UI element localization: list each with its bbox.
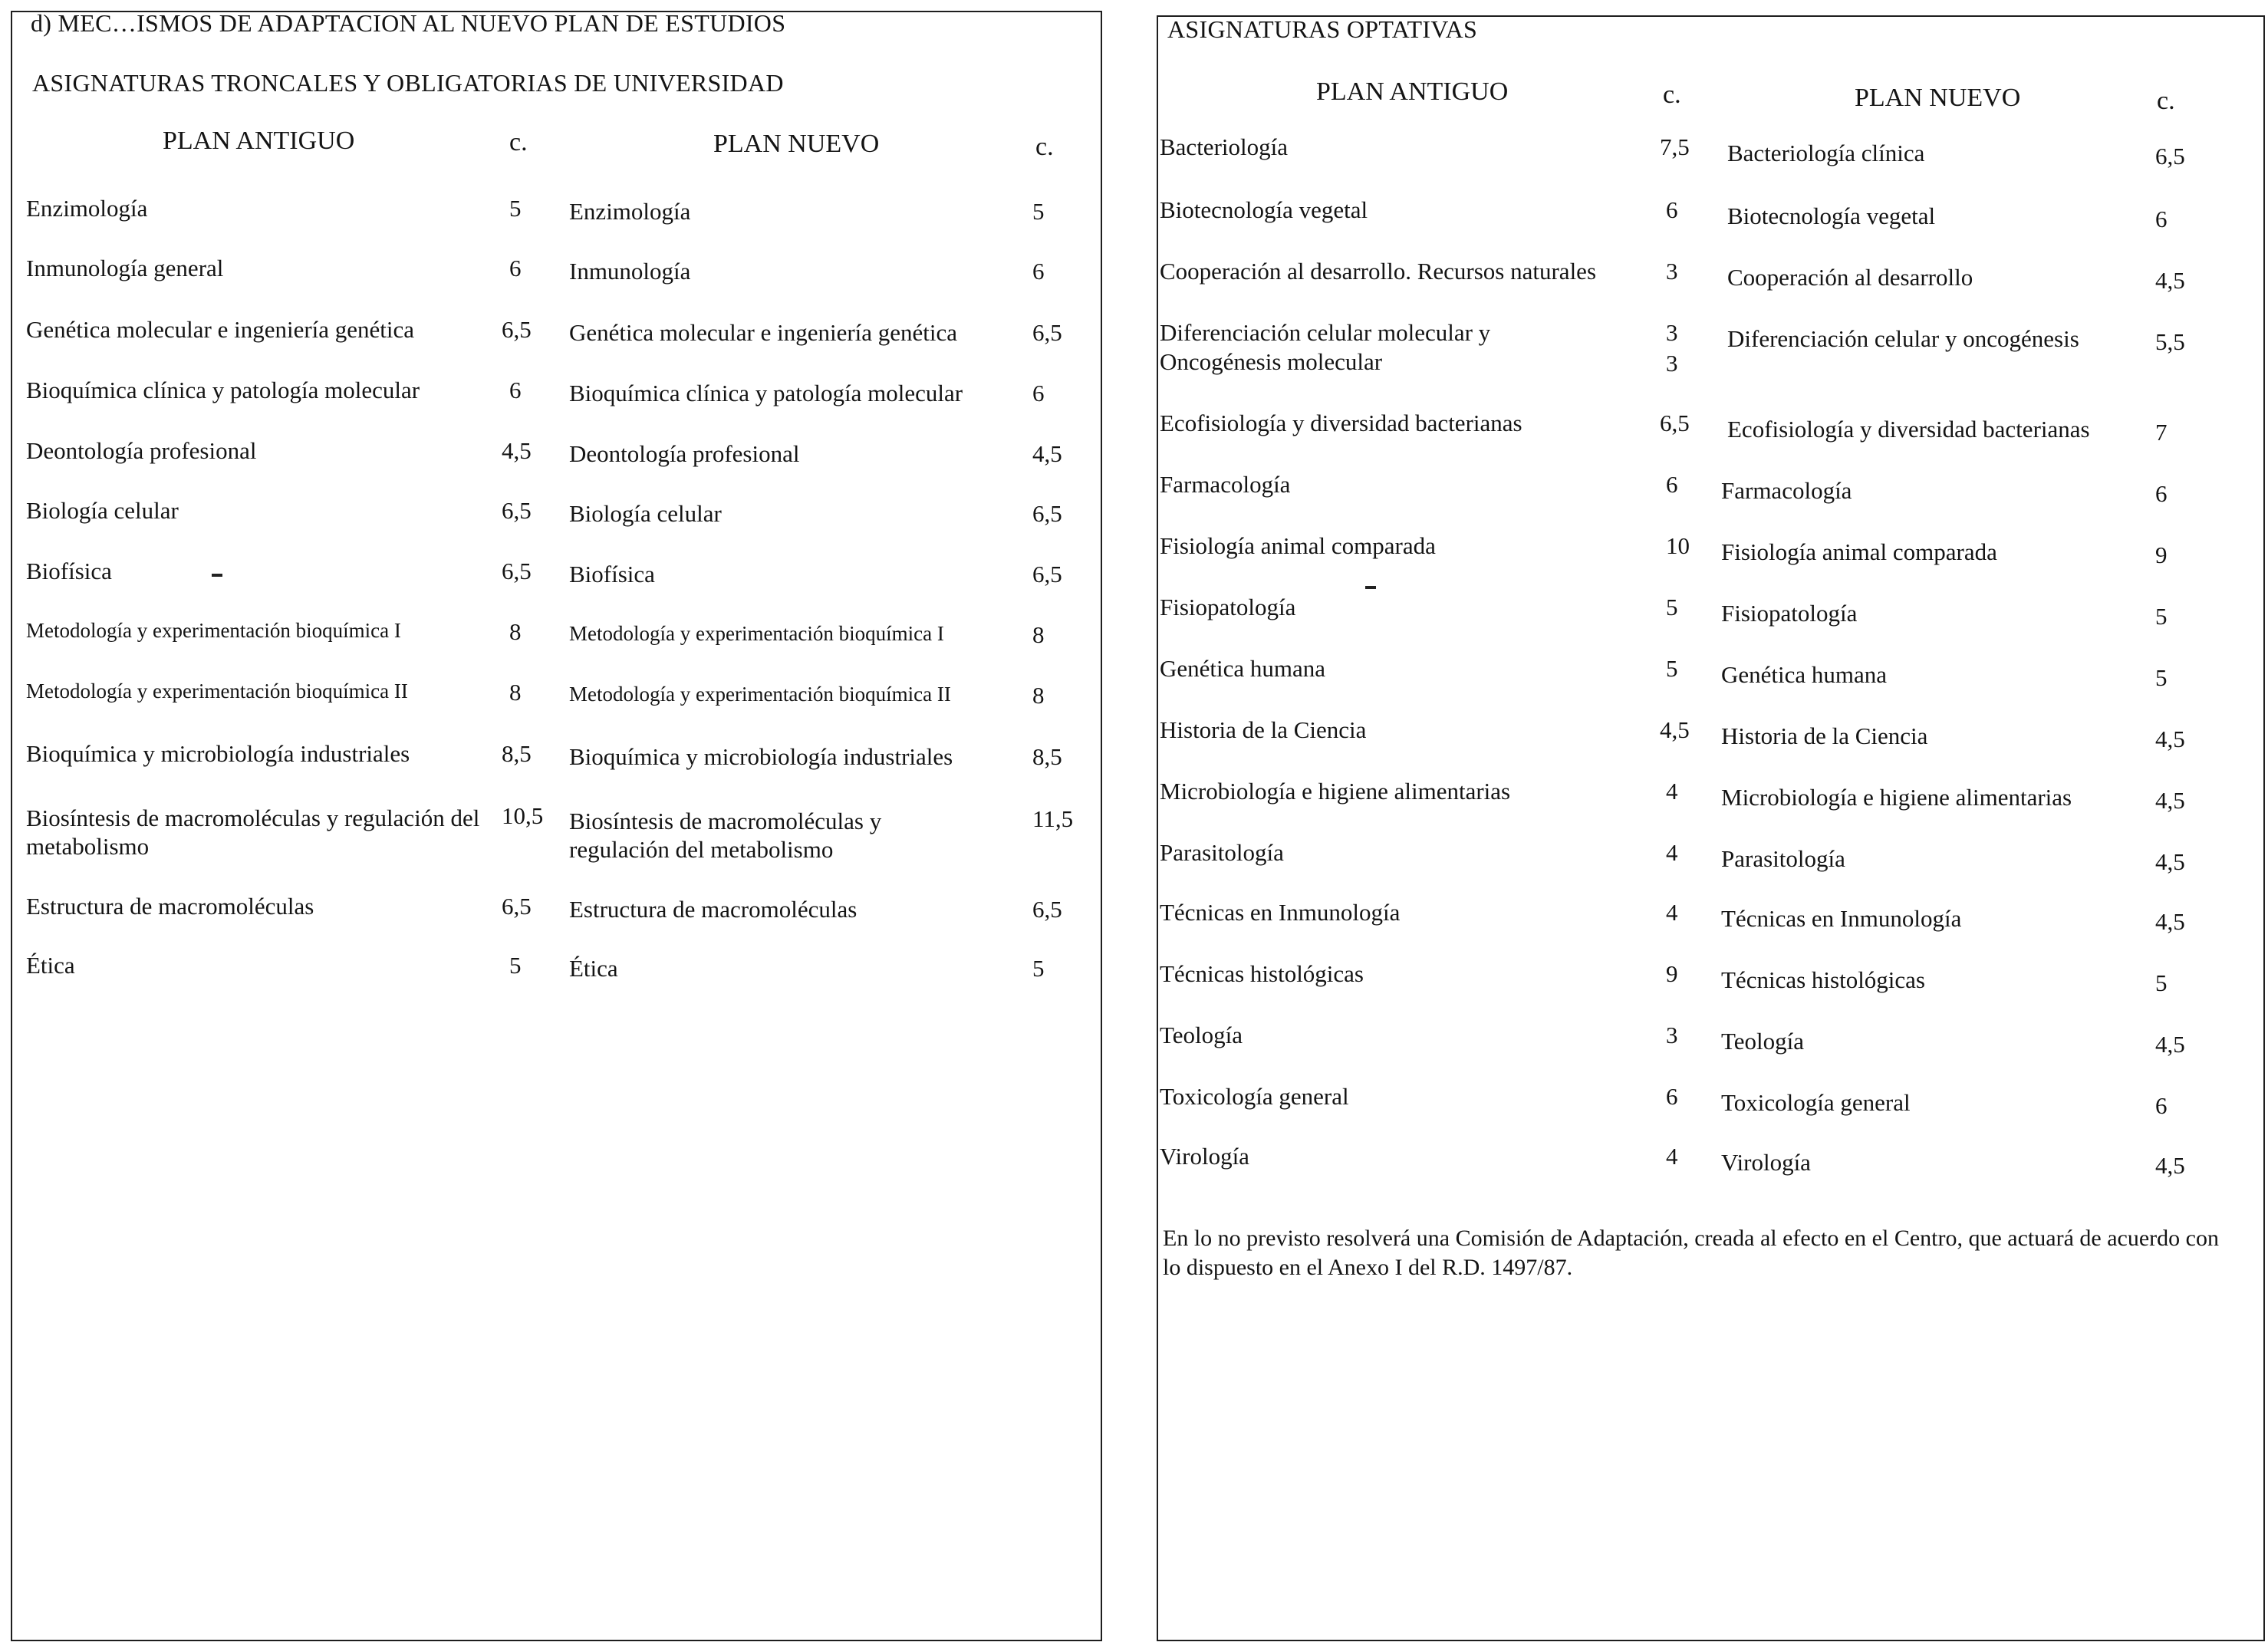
column-header-credits-new: c. — [1035, 133, 1054, 161]
old-plan-subject: Historia de la Ciencia — [1160, 716, 1367, 743]
old-plan-subject: Bioquímica y microbiología industriales — [26, 740, 410, 767]
old-plan-credits: 10,5 — [502, 802, 544, 829]
new-plan-credits: 6,5 — [1032, 896, 1062, 923]
old-plan-subject: Técnicas en Inmunología — [1160, 899, 1401, 926]
old-plan-credits: 6,5 — [502, 497, 532, 524]
old-plan-subject: Fisiología animal comparada — [1160, 532, 1436, 559]
new-plan-subject: Historia de la Ciencia — [1721, 722, 1928, 749]
section-heading: d) MEC…ISMOS DE ADAPTACION AL NUEVO PLAN DE ESTUDIOS — [31, 9, 786, 37]
column-header-credits-old: c. — [1663, 81, 1681, 109]
new-plan-subject: Diferenciación celular y oncogénesis — [1727, 325, 2079, 352]
scan-speck — [212, 574, 222, 577]
new-plan-subject: Teología — [1721, 1028, 1805, 1055]
new-plan-credits: 6 — [1032, 380, 1045, 406]
new-plan-subject: Farmacología — [1721, 477, 1852, 504]
new-plan-credits: 5 — [2155, 664, 2168, 691]
new-plan-credits: 8,5 — [1032, 743, 1062, 770]
old-plan-credits: 7,5 — [1660, 133, 1690, 160]
old-plan-subject: Metodología y experimentación bioquímica I — [26, 619, 401, 642]
old-plan-credits: 5 — [509, 952, 522, 979]
old-plan-subject: Virología — [1160, 1143, 1249, 1170]
new-plan-credits: 6,5 — [2155, 143, 2185, 169]
new-plan-credits: 6 — [2155, 206, 2168, 232]
new-plan-credits: 5 — [1032, 198, 1045, 225]
old-plan-subject: Parasitología — [1160, 839, 1284, 866]
new-plan-subject: Cooperación al desarrollo — [1727, 264, 1973, 291]
new-plan-credits: 4,5 — [1032, 440, 1062, 467]
old-plan-credits: 6,5 — [502, 558, 532, 584]
old-plan-subject: Técnicas histológicas — [1160, 960, 1364, 987]
new-plan-credits: 4,5 — [2155, 787, 2185, 814]
old-plan-credits: 3 — [1666, 258, 1678, 285]
column-header-old-plan: PLAN ANTIGUO — [163, 127, 355, 155]
new-plan-credits: 5 — [2155, 603, 2168, 630]
old-plan-subject: Metodología y experimentación bioquímica II — [26, 680, 408, 703]
new-plan-subject: Inmunología — [569, 258, 691, 285]
old-plan-subject: Inmunología general — [26, 255, 224, 281]
new-plan-credits: 8 — [1032, 621, 1045, 648]
old-plan-subject: Oncogénesis molecular — [1160, 348, 1383, 375]
old-plan-subject: Biofísica — [26, 558, 112, 584]
new-plan-subject: Bioquímica y microbiología industriales — [569, 743, 953, 770]
new-plan-subject: Toxicología general — [1721, 1089, 1911, 1116]
subsection-title: ASIGNATURAS TRONCALES Y OBLIGATORIAS DE UNIVERSIDAD — [32, 69, 784, 97]
old-plan-subject: Biosíntesis de macromoléculas y regulación del metabolismo — [26, 805, 480, 861]
new-plan-subject: Ecofisiología y diversidad bacterianas — [1727, 416, 2090, 443]
old-plan-credits: 4,5 — [1660, 716, 1690, 743]
old-plan-credits: 3 — [1666, 319, 1678, 346]
new-plan-credits: 6 — [1032, 258, 1045, 285]
column-header-old-plan: PLAN ANTIGUO — [1316, 77, 1509, 106]
old-plan-credits: 6 — [509, 255, 522, 281]
old-plan-credits: 4 — [1666, 899, 1678, 926]
old-plan-subject: Genética molecular e ingeniería genética — [26, 316, 415, 343]
new-plan-credits: 6 — [2155, 1092, 2168, 1119]
new-plan-subject: Biología celular — [569, 500, 722, 527]
column-header-credits-new: c. — [2157, 87, 2175, 115]
old-plan-credits: 8 — [509, 679, 522, 706]
new-plan-credits: 5 — [2155, 969, 2168, 996]
old-plan-subject: Deontología profesional — [26, 437, 257, 464]
left-page-panel — [11, 11, 1102, 1641]
old-plan-subject: Teología — [1160, 1022, 1243, 1048]
old-plan-credits: 3 — [1666, 1022, 1678, 1048]
old-plan-credits: 10 — [1666, 532, 1690, 559]
old-plan-subject: Toxicología general — [1160, 1083, 1349, 1110]
subsection-title: ASIGNATURAS OPTATIVAS — [1167, 15, 1478, 43]
new-plan-credits: 6,5 — [1032, 561, 1062, 587]
new-plan-credits: 4,5 — [2155, 1152, 2185, 1179]
new-plan-credits: 11,5 — [1032, 805, 1074, 832]
old-plan-credits: 8 — [509, 618, 522, 645]
old-plan-credits: 6 — [509, 377, 522, 403]
old-plan-credits: 4,5 — [502, 437, 532, 464]
new-plan-subject: Técnicas histológicas — [1721, 966, 1925, 993]
new-plan-credits: 4,5 — [2155, 908, 2185, 935]
new-plan-subject: Ética — [569, 955, 618, 982]
adaptation-note: En lo no previsto resolverá una Comisión de Adaptación, creada al efecto en el Centro, que actuará de acuerdo con lo dispuesto en el Anexo I del R.D. 1497/87. — [1163, 1226, 2219, 1280]
new-plan-credits: 4,5 — [2155, 1031, 2185, 1058]
old-plan-subject: Genética humana — [1160, 655, 1326, 682]
new-plan-subject: Técnicas en Inmunología — [1721, 905, 1962, 932]
scan-speck — [1365, 586, 1376, 589]
old-plan-subject: Biotecnología vegetal — [1160, 196, 1368, 223]
new-plan-credits: 8 — [1032, 682, 1045, 709]
old-plan-credits: 4 — [1666, 1143, 1678, 1170]
new-plan-credits: 5,5 — [2155, 328, 2185, 355]
old-plan-credits: 3 — [1666, 350, 1678, 377]
new-plan-credits: 7 — [2155, 419, 2168, 446]
new-plan-subject: Virología — [1721, 1149, 1811, 1176]
column-header-credits-old: c. — [509, 128, 528, 156]
new-plan-subject: Genética humana — [1721, 661, 1888, 688]
new-plan-subject: Bacteriología clínica — [1727, 140, 1925, 166]
new-plan-subject: Microbiología e higiene alimentarias — [1721, 784, 2072, 811]
new-plan-credits: 5 — [1032, 955, 1045, 982]
old-plan-credits: 5 — [1666, 655, 1678, 682]
new-plan-subject: Deontología profesional — [569, 440, 800, 467]
old-plan-credits: 6 — [1666, 1083, 1678, 1110]
new-plan-credits: 6 — [2155, 480, 2168, 507]
old-plan-credits: 6,5 — [1660, 410, 1690, 436]
new-plan-subject: Estructura de macromoléculas — [569, 896, 857, 923]
old-plan-subject: Microbiología e higiene alimentarias — [1160, 778, 1511, 805]
old-plan-subject: Enzimología — [26, 195, 148, 222]
old-plan-credits: 8,5 — [502, 740, 532, 767]
old-plan-credits: 4 — [1666, 839, 1678, 866]
new-plan-credits: 6,5 — [1032, 319, 1062, 346]
old-plan-credits: 6 — [1666, 471, 1678, 498]
old-plan-subject: Cooperación al desarrollo. Recursos naturales — [1160, 258, 1597, 285]
old-plan-credits: 6 — [1666, 196, 1678, 223]
old-plan-credits: 4 — [1666, 778, 1678, 805]
new-plan-subject: Parasitología — [1721, 845, 1845, 872]
new-plan-subject: Metodología y experimentación bioquímica I — [569, 622, 944, 645]
right-page-panel — [1157, 15, 2265, 1641]
old-plan-subject: Ecofisiología y diversidad bacterianas — [1160, 410, 1522, 436]
old-plan-subject: Biología celular — [26, 497, 179, 524]
old-plan-credits: 5 — [1666, 594, 1678, 620]
new-plan-subject: Bioquímica clínica y patología molecular — [569, 380, 963, 406]
new-plan-subject: Fisiopatología — [1721, 600, 1858, 627]
new-plan-subject: Enzimología — [569, 198, 691, 225]
old-plan-subject: Bacteriología — [1160, 133, 1288, 160]
old-plan-subject: Ética — [26, 952, 75, 979]
old-plan-subject: Fisiopatología — [1160, 594, 1296, 620]
new-plan-subject: Biofísica — [569, 561, 655, 587]
new-plan-subject: Metodología y experimentación bioquímica II — [569, 683, 951, 706]
old-plan-subject: Bioquímica clínica y patología molecular — [26, 377, 420, 403]
column-header-new-plan: PLAN NUEVO — [1855, 84, 2021, 112]
old-plan-subject: Estructura de macromoléculas — [26, 893, 314, 920]
old-plan-subject: Diferenciación celular molecular y — [1160, 319, 1491, 346]
new-plan-credits: 4,5 — [2155, 267, 2185, 294]
column-header-new-plan: PLAN NUEVO — [713, 130, 880, 158]
new-plan-subject: Biosíntesis de macromoléculas y regulación del metabolismo — [569, 808, 882, 864]
new-plan-credits: 4,5 — [2155, 848, 2185, 875]
new-plan-subject: Genética molecular e ingeniería genética — [569, 319, 958, 346]
old-plan-subject: Farmacología — [1160, 471, 1291, 498]
new-plan-credits: 6,5 — [1032, 500, 1062, 527]
old-plan-credits: 9 — [1666, 960, 1678, 987]
old-plan-credits: 5 — [509, 195, 522, 222]
new-plan-subject: Biotecnología vegetal — [1727, 202, 1936, 229]
new-plan-subject: Fisiología animal comparada — [1721, 538, 1997, 565]
new-plan-credits: 4,5 — [2155, 726, 2185, 752]
new-plan-credits: 9 — [2155, 541, 2168, 568]
old-plan-credits: 6,5 — [502, 893, 532, 920]
old-plan-credits: 6,5 — [502, 316, 532, 343]
